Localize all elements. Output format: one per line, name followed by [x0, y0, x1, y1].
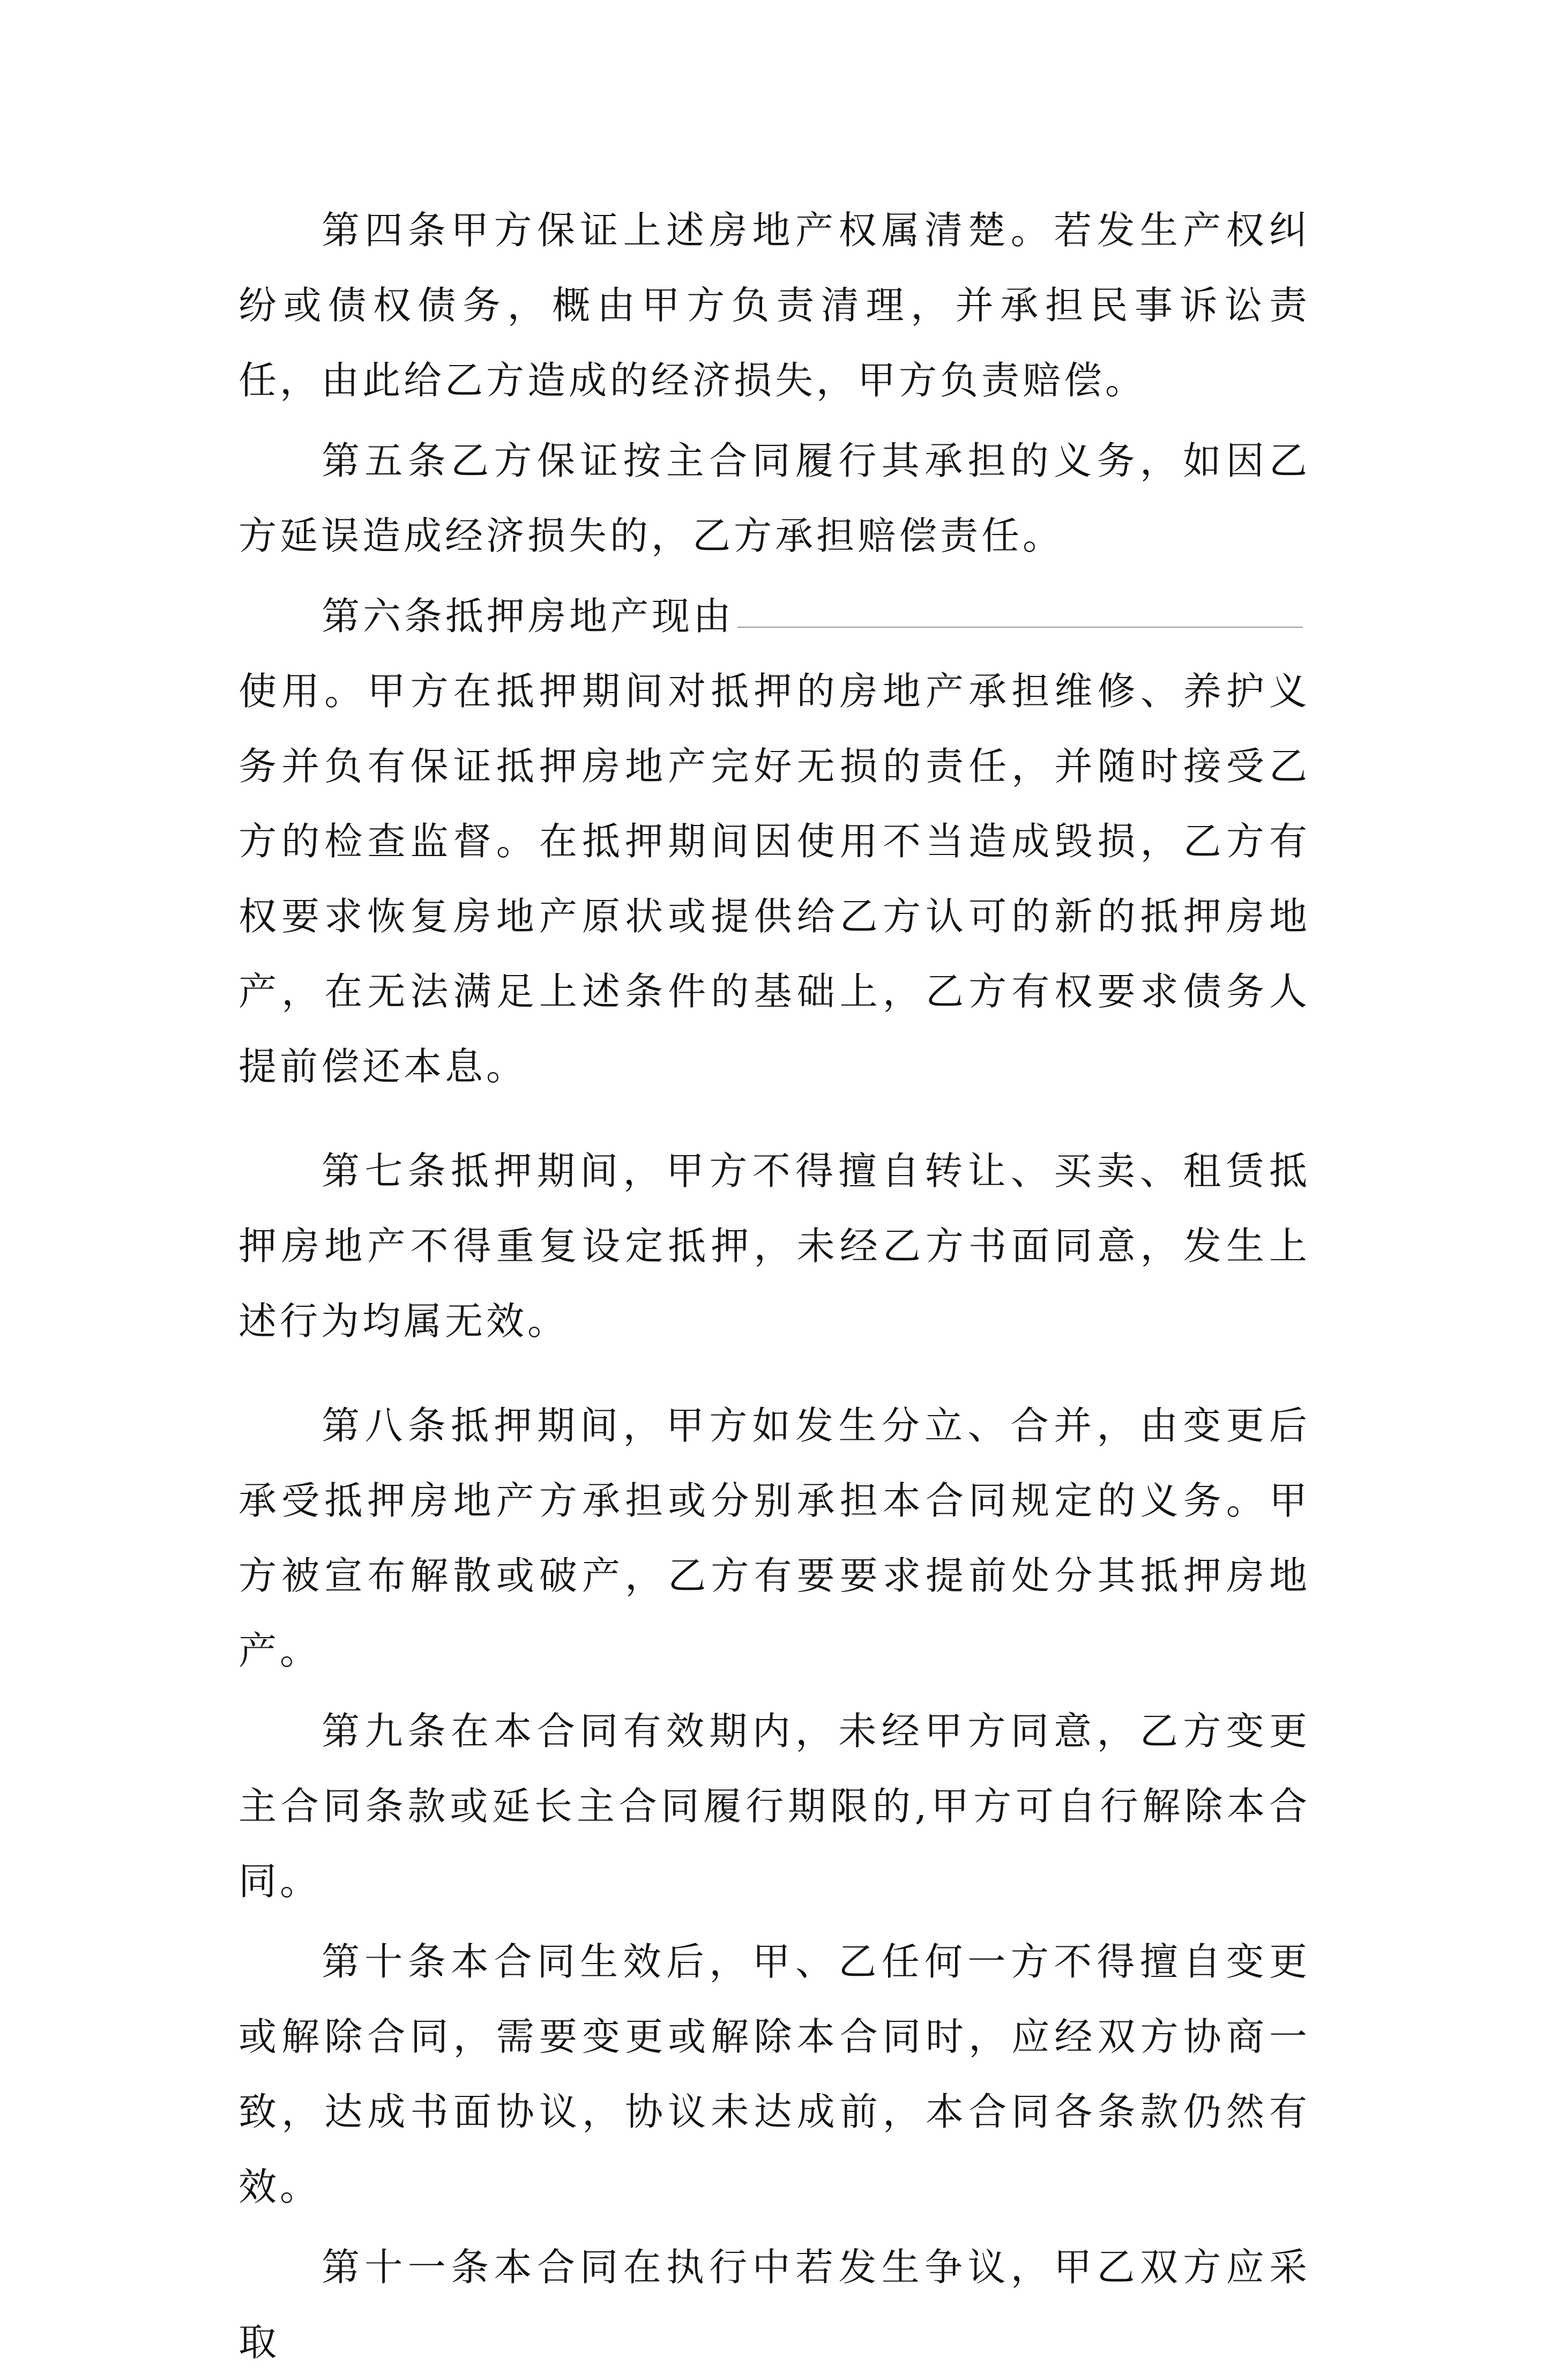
clause-9-paragraph: 第九条在本合同有效期内，未经甲方同意，乙方变更主合同条款或延长主合同履行期限的,甲方可自行解除本合同。	[238, 1709, 1310, 1903]
clause-6-prefix: 第六条抵押房地产现由	[322, 594, 735, 638]
clause-7-paragraph: 第七条抵押期间，甲方不得擅自转让、买卖、租赁抵押房地产不得重复设定抵押，未经乙方书面同意，发生上述行为均属无效。	[238, 1149, 1310, 1343]
clause-4-paragraph: 第四条甲方保证上述房地产权属清楚。若发生产权纠纷或债权债务，概由甲方负责清理，并承担民事诉讼责任，由此给乙方造成的经济损失，甲方负责赔偿。	[238, 208, 1310, 403]
clause-5-paragraph: 第五条乙方保证按主合同履行其承担的义务，如因乙方延误造成经济损失的，乙方承担赔偿责任。	[238, 438, 1310, 558]
clause-6-heading-line	[238, 579, 1310, 654]
clause-8-paragraph: 第八条抵押期间，甲方如发生分立、合并，由变更后承受抵押房地产方承担或分别承担本合同规定的义务。甲方被宣布解散或破产，乙方有要要求提前处分其抵押房地产。	[238, 1403, 1310, 1673]
document-page	[238, 193, 1310, 2380]
clause-11-paragraph: 第十一条本合同在执行中若发生争议，甲乙双方应采取	[238, 2245, 1310, 2364]
clause-6-blank-line	[737, 627, 1303, 628]
clause-6-paragraph: 使用。甲方在抵押期间对抵押的房地产承担维修、养护义务并负有保证抵押房地产完好无损的责任，并随时接受乙方的检查监督。在抵押期间因使用不当造成毁损，乙方有权要求恢复房地产原状或提供给乙方认可的新的抵押房地产，在无法满足上述条件的基础上，乙方有权要求债务人提前偿还本息。	[238, 669, 1310, 1089]
clause-10-paragraph: 第十条本合同生效后，甲、乙任何一方不得擅自变更或解除合同，需要变更或解除本合同时，应经双方协商一致，达成书面协议，协议未达成前，本合同各条款仍然有效。	[238, 1939, 1310, 2209]
